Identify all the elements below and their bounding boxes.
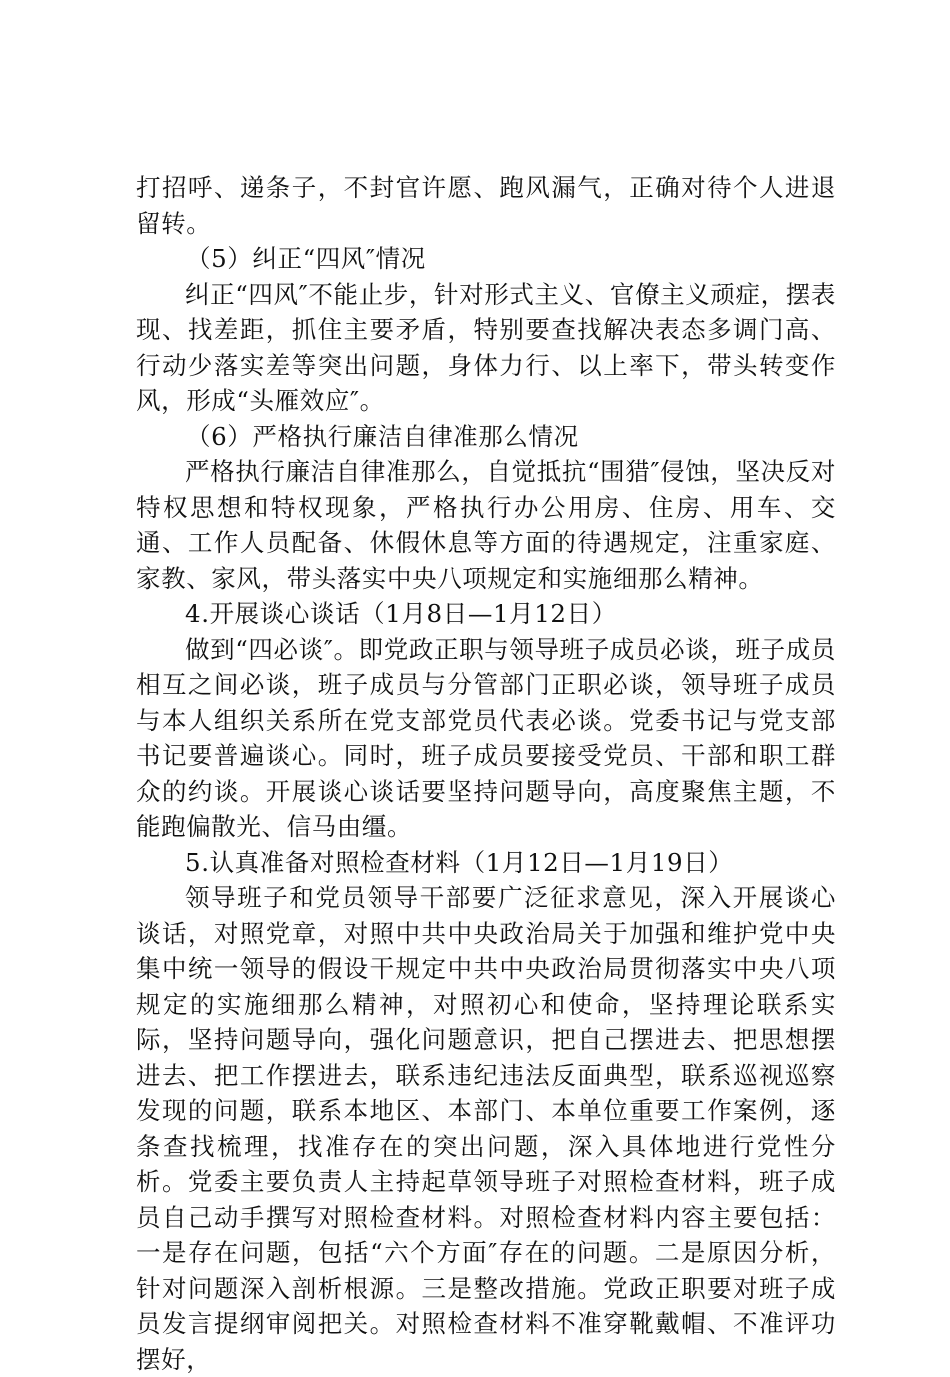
section-heading-lianjie: （6）严格执行廉洁自律准那么情况 bbox=[186, 421, 579, 451]
paragraph-4feng: 纠正“四风″不能止步，针对形式主义、官僚主义顽症，摆表现、找差距，抓住主要矛盾，特别要查找解决表态多调门高、行动少落实差等突出问题，身体力行、以上率下，带头转变作风，形成“头雁效应″。 bbox=[136, 279, 836, 415]
document-body bbox=[136, 170, 836, 1377]
section-heading-4feng: （5）纠正“四风″情况 bbox=[186, 244, 426, 273]
paragraph-tanxin: 做到“四必谈″。即党政正职与领导班子成员必谈，班子成员相互之间必谈，班子成员与分管部门正职必谈，领导班子成员与本人组织关系所在党支部党员代表必谈。党委书记与党支部书记要普遍谈心。同时，班子成员要接受党员、干部和职工群众的约谈。开展谈心谈话要坚持问题导向，高度聚焦主题，不能跑偏散光、信马由缰。 bbox=[136, 634, 836, 841]
section-heading-tanxin: 4.开展谈心谈话（1月8日—1月12日） bbox=[185, 599, 617, 628]
section-heading-duizhao: 5.认真准备对照检查材料（1月12日—1月19日） bbox=[185, 847, 734, 877]
paragraph-duizhao: 领导班子和党员领导干部要广泛征求意见，深入开展谈心谈话，对照党章，对照中共中央政治局关于加强和维护党中央集中统一领导的假设干规定中共中央政治局贯彻落实中央八项规定的实施细那么精神，对照初心和使命，坚持理论联系实际，坚持问题导向，强化问题意识，把自己摆进去、把思想摆进去、把工作摆进去，联系违纪违法反面典型，联系巡视巡察发现的问题，联系本地区、本部门、本单位重要工作案例，逐条查找梳理，找准存在的突出问题，深入具体地进行党性分析。党委主要负责人主持起草领导班子对照检查材料，班子成员自己动手撰写对照检查材料。对照检查材料内容主要包括：一是存在问题，包括“六个方面″存在的问题。二是原因分析，针对问题深入剖析根源。三是整改措施。党政正职要对班子成员发言提纲审阅把关。对照检查材料不准穿靴戴帽、不准评功摆好， bbox=[136, 883, 836, 1374]
paragraph-lianjie: 严格执行廉洁自律准那么，自觉抵抗“围猎″侵蚀，坚决反对特权思想和特权现象，严格执行办公用房、住房、用车、交通、工作人员配备、休假休息等方面的待遇规定，注重家庭、家教、家风，带头落实中央八项规定和实施细那么精神。 bbox=[136, 457, 836, 593]
paragraph-continuation: 打招呼、递条子，不封官许愿、跑风漏气，正确对待个人进退留转。 bbox=[136, 173, 836, 238]
